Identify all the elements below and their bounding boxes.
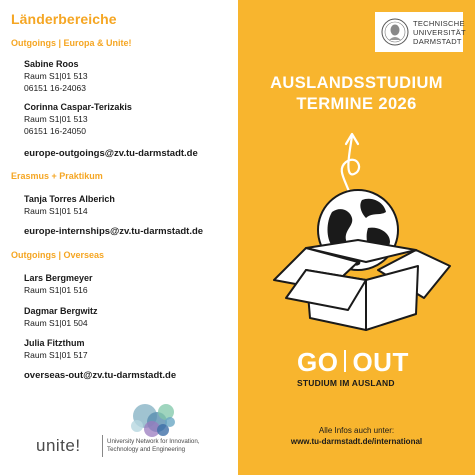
contact-card — [24, 305, 98, 329]
out-text: OUT — [352, 347, 409, 377]
info-label: Alle Infos auch unter: — [318, 426, 395, 435]
contact-name: Sabine Roos — [24, 59, 79, 69]
email-link-overseas[interactable]: overseas-out@zv.tu-darmstadt.de — [24, 370, 177, 381]
headline-line-2: TERMINE 2026 — [296, 95, 417, 113]
tu-logo-line: UNIVERSITÄT — [413, 28, 466, 37]
section-heading-erasmus: Erasmus + Praktikum — [11, 171, 103, 181]
contact-room: Raum S1|01 513 — [24, 71, 88, 81]
panel-title: Länderbereiche — [11, 11, 117, 27]
info-url-link[interactable]: www.tu-darmstadt.de/international — [290, 437, 423, 446]
tu-logo-text — [413, 19, 466, 46]
contact-room: Raum S1|01 516 — [24, 285, 88, 295]
section-heading-overseas: Outgoings | Overseas — [11, 250, 105, 260]
unite-tagline-line: Technology and Engineering — [107, 445, 186, 453]
tu-logo-line: DARMSTADT — [413, 37, 462, 46]
contact-card — [24, 193, 115, 217]
section-heading-europa: Outgoings | Europa & Unite! — [11, 38, 132, 48]
contact-name: Dagmar Bergwitz — [24, 306, 98, 316]
tu-darmstadt-logo — [375, 12, 466, 52]
tu-logo-line: TECHNISCHE — [413, 19, 465, 28]
contact-room: Raum S1|01 513 — [24, 114, 88, 124]
email-link-europe[interactable]: europe-outgoings@zv.tu-darmstadt.de — [24, 148, 198, 159]
go-out-wordmark — [297, 349, 422, 375]
go-out-logo — [297, 349, 422, 388]
go-out-divider — [344, 350, 346, 372]
unite-divider — [102, 435, 103, 457]
go-out-tagline: STUDIUM IM AUSLAND — [297, 378, 395, 388]
go-text: GO — [297, 347, 339, 377]
contact-name: Julia Fitzthum — [24, 338, 85, 348]
contact-phone[interactable]: 06151 16-24063 — [24, 83, 86, 93]
unite-wordmark: unite! — [36, 436, 81, 455]
contact-name: Tanja Torres Alberich — [24, 194, 115, 204]
email-link-internships[interactable]: europe-internships@zv.tu-darmstadt.de — [24, 226, 204, 237]
contact-room: Raum S1|01 514 — [24, 206, 88, 216]
contact-name: Lars Bergmeyer — [24, 273, 93, 283]
unite-tagline — [107, 438, 200, 453]
info-footer — [238, 425, 475, 447]
contact-card — [24, 101, 132, 137]
contact-name: Corinna Caspar-Terizakis — [24, 102, 132, 112]
contact-room: Raum S1|01 517 — [24, 350, 88, 360]
contact-room: Raum S1|01 504 — [24, 318, 88, 328]
contact-card — [24, 272, 93, 296]
cover-panel — [238, 0, 475, 475]
contacts-panel — [0, 0, 237, 475]
contact-card — [24, 337, 88, 361]
tu-seal-icon — [381, 18, 409, 46]
unite-tagline-line: University Network for Innovation, — [107, 438, 200, 445]
globe-box-illustration — [266, 130, 456, 335]
contact-phone[interactable]: 06151 16-24050 — [24, 126, 86, 136]
headline-line-1: AUSLANDSSTUDIUM — [270, 74, 443, 92]
contact-card — [24, 58, 88, 94]
